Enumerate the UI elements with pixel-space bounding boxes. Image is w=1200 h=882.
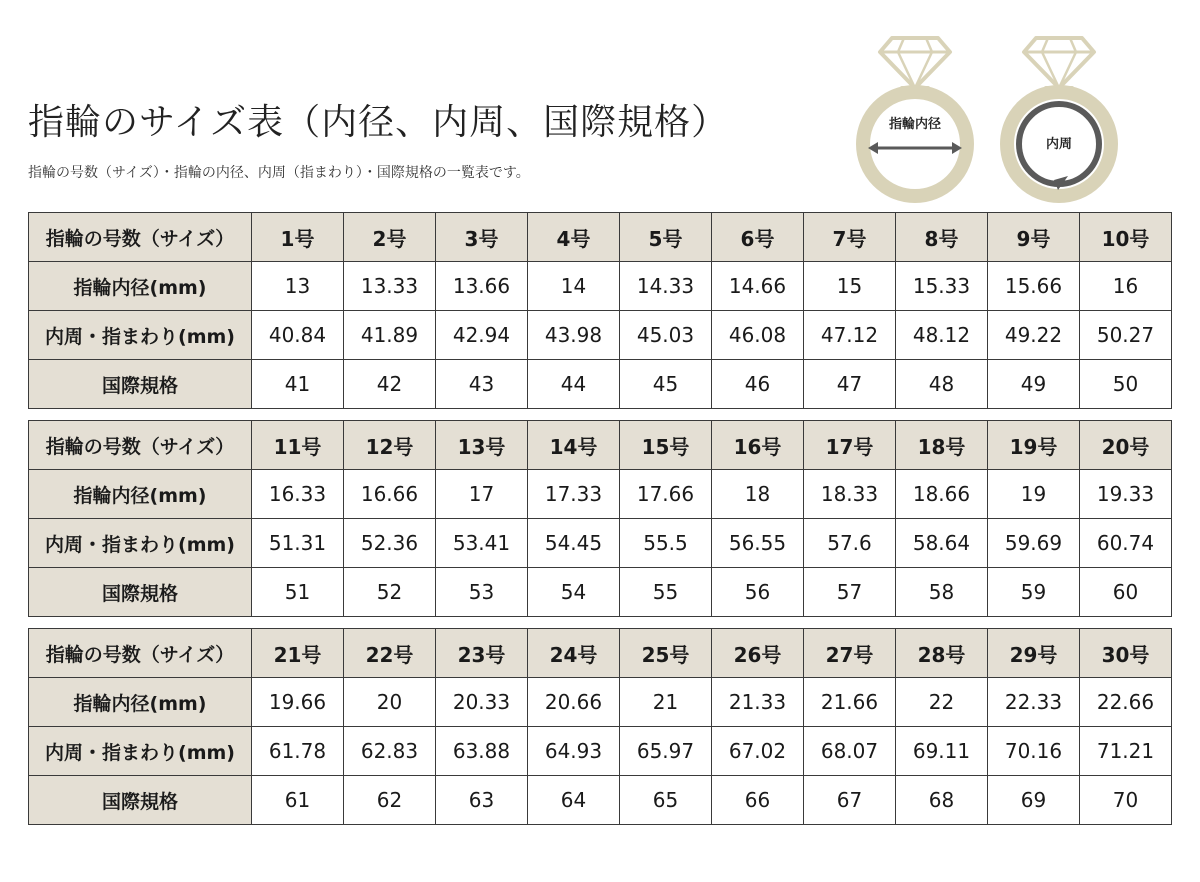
circumference-cell: 50.27 bbox=[1080, 311, 1172, 360]
size-cell: 1号 bbox=[252, 213, 344, 262]
circumference-cell: 61.78 bbox=[252, 727, 344, 776]
size-cell: 19号 bbox=[988, 421, 1080, 470]
diameter-row bbox=[29, 262, 1172, 311]
international-cell: 60 bbox=[1080, 568, 1172, 617]
international-row bbox=[29, 568, 1172, 617]
circumference-cell: 54.45 bbox=[528, 519, 620, 568]
size-cell: 15号 bbox=[620, 421, 712, 470]
diameter-cell: 18 bbox=[712, 470, 804, 519]
international-cell: 41 bbox=[252, 360, 344, 409]
international-cell: 44 bbox=[528, 360, 620, 409]
ring-inner-diameter-diagram bbox=[852, 30, 978, 206]
diameter-cell: 15.33 bbox=[896, 262, 988, 311]
size-cell: 4号 bbox=[528, 213, 620, 262]
diameter-cell: 21.33 bbox=[712, 678, 804, 727]
size-cell: 7号 bbox=[804, 213, 896, 262]
international-cell: 59 bbox=[988, 568, 1080, 617]
row-label-international: 国際規格 bbox=[29, 360, 252, 409]
size-cell: 3号 bbox=[436, 213, 528, 262]
row-label-size: 指輪の号数（サイズ） bbox=[29, 213, 252, 262]
international-cell: 70 bbox=[1080, 776, 1172, 825]
diameter-cell: 14.33 bbox=[620, 262, 712, 311]
size-cell: 29号 bbox=[988, 629, 1080, 678]
circumference-cell: 47.12 bbox=[804, 311, 896, 360]
diameter-row bbox=[29, 470, 1172, 519]
international-cell: 53 bbox=[436, 568, 528, 617]
size-row bbox=[29, 421, 1172, 470]
row-label-size: 指輪の号数（サイズ） bbox=[29, 421, 252, 470]
international-cell: 49 bbox=[988, 360, 1080, 409]
size-cell: 16号 bbox=[712, 421, 804, 470]
diameter-cell: 16.33 bbox=[252, 470, 344, 519]
international-row bbox=[29, 360, 1172, 409]
international-cell: 45 bbox=[620, 360, 712, 409]
international-cell: 47 bbox=[804, 360, 896, 409]
size-cell: 24号 bbox=[528, 629, 620, 678]
circumference-cell: 62.83 bbox=[344, 727, 436, 776]
circumference-cell: 63.88 bbox=[436, 727, 528, 776]
row-label-circumference: 内周・指まわり(mm) bbox=[29, 519, 252, 568]
size-cell: 23号 bbox=[436, 629, 528, 678]
circumference-cell: 70.16 bbox=[988, 727, 1080, 776]
diameter-cell: 21.66 bbox=[804, 678, 896, 727]
international-cell: 42 bbox=[344, 360, 436, 409]
size-cell: 17号 bbox=[804, 421, 896, 470]
size-cell: 27号 bbox=[804, 629, 896, 678]
diameter-cell: 17.33 bbox=[528, 470, 620, 519]
size-cell: 22号 bbox=[344, 629, 436, 678]
international-cell: 51 bbox=[252, 568, 344, 617]
diameter-row bbox=[29, 678, 1172, 727]
size-row bbox=[29, 213, 1172, 262]
international-row bbox=[29, 776, 1172, 825]
circumference-cell: 45.03 bbox=[620, 311, 712, 360]
diameter-cell: 18.66 bbox=[896, 470, 988, 519]
diameter-cell: 14.66 bbox=[712, 262, 804, 311]
circumference-cell: 68.07 bbox=[804, 727, 896, 776]
diameter-cell: 19.66 bbox=[252, 678, 344, 727]
diameter-cell: 20.33 bbox=[436, 678, 528, 727]
size-cell: 2号 bbox=[344, 213, 436, 262]
diameter-cell: 21 bbox=[620, 678, 712, 727]
row-label-international: 国際規格 bbox=[29, 568, 252, 617]
size-cell: 25号 bbox=[620, 629, 712, 678]
circumference-cell: 53.41 bbox=[436, 519, 528, 568]
circumference-cell: 69.11 bbox=[896, 727, 988, 776]
international-cell: 52 bbox=[344, 568, 436, 617]
row-label-diameter: 指輪内径(mm) bbox=[29, 470, 252, 519]
size-cell: 18号 bbox=[896, 421, 988, 470]
inner-circumference-label: 内周 bbox=[1045, 137, 1073, 152]
circumference-cell: 42.94 bbox=[436, 311, 528, 360]
row-label-diameter: 指輪内径(mm) bbox=[29, 262, 252, 311]
diameter-cell: 16 bbox=[1080, 262, 1172, 311]
page-subtitle: 指輪の号数（サイズ）・指輪の内径、内周（指まわり）・国際規格の一覧表です。 bbox=[28, 165, 530, 181]
diameter-cell: 20.66 bbox=[528, 678, 620, 727]
size-cell: 5号 bbox=[620, 213, 712, 262]
diameter-cell: 16.66 bbox=[344, 470, 436, 519]
page-title: 指輪のサイズ表（内径、内周、国際規格） bbox=[28, 102, 729, 143]
row-label-circumference: 内周・指まわり(mm) bbox=[29, 311, 252, 360]
circumference-cell: 57.6 bbox=[804, 519, 896, 568]
ring-band bbox=[863, 92, 967, 196]
diameter-cell: 13 bbox=[252, 262, 344, 311]
diameter-cell: 20 bbox=[344, 678, 436, 727]
diameter-cell: 17 bbox=[436, 470, 528, 519]
size-row bbox=[29, 629, 1172, 678]
size-table-1-10 bbox=[28, 212, 1172, 409]
diameter-cell: 19 bbox=[988, 470, 1080, 519]
international-cell: 58 bbox=[896, 568, 988, 617]
size-table-21-30 bbox=[28, 628, 1172, 825]
diameter-cell: 15.66 bbox=[988, 262, 1080, 311]
size-cell: 28号 bbox=[896, 629, 988, 678]
circumference-row bbox=[29, 311, 1172, 360]
diameter-cell: 22.66 bbox=[1080, 678, 1172, 727]
size-cell: 12号 bbox=[344, 421, 436, 470]
circumference-cell: 52.36 bbox=[344, 519, 436, 568]
diameter-cell: 19.33 bbox=[1080, 470, 1172, 519]
circumference-cell: 46.08 bbox=[712, 311, 804, 360]
diameter-cell: 17.66 bbox=[620, 470, 712, 519]
circumference-cell: 67.02 bbox=[712, 727, 804, 776]
international-cell: 43 bbox=[436, 360, 528, 409]
size-cell: 9号 bbox=[988, 213, 1080, 262]
row-label-circumference: 内周・指まわり(mm) bbox=[29, 727, 252, 776]
diameter-cell: 15 bbox=[804, 262, 896, 311]
circumference-cell: 60.74 bbox=[1080, 519, 1172, 568]
circumference-cell: 48.12 bbox=[896, 311, 988, 360]
size-cell: 26号 bbox=[712, 629, 804, 678]
international-cell: 57 bbox=[804, 568, 896, 617]
international-cell: 66 bbox=[712, 776, 804, 825]
circumference-cell: 40.84 bbox=[252, 311, 344, 360]
international-cell: 50 bbox=[1080, 360, 1172, 409]
circumference-cell: 43.98 bbox=[528, 311, 620, 360]
international-cell: 54 bbox=[528, 568, 620, 617]
international-cell: 64 bbox=[528, 776, 620, 825]
circumference-cell: 65.97 bbox=[620, 727, 712, 776]
circumference-cell: 51.31 bbox=[252, 519, 344, 568]
international-cell: 56 bbox=[712, 568, 804, 617]
international-cell: 62 bbox=[344, 776, 436, 825]
row-label-international: 国際規格 bbox=[29, 776, 252, 825]
diameter-cell: 13.66 bbox=[436, 262, 528, 311]
international-cell: 67 bbox=[804, 776, 896, 825]
diameter-cell: 18.33 bbox=[804, 470, 896, 519]
size-table-11-20 bbox=[28, 420, 1172, 617]
circumference-row bbox=[29, 727, 1172, 776]
international-cell: 63 bbox=[436, 776, 528, 825]
international-cell: 48 bbox=[896, 360, 988, 409]
circumference-cell: 71.21 bbox=[1080, 727, 1172, 776]
international-cell: 55 bbox=[620, 568, 712, 617]
size-cell: 20号 bbox=[1080, 421, 1172, 470]
international-cell: 68 bbox=[896, 776, 988, 825]
diameter-cell: 14 bbox=[528, 262, 620, 311]
circumference-cell: 56.55 bbox=[712, 519, 804, 568]
size-cell: 10号 bbox=[1080, 213, 1172, 262]
size-cell: 6号 bbox=[712, 213, 804, 262]
international-cell: 69 bbox=[988, 776, 1080, 825]
size-cell: 13号 bbox=[436, 421, 528, 470]
circumference-cell: 58.64 bbox=[896, 519, 988, 568]
row-label-diameter: 指輪内径(mm) bbox=[29, 678, 252, 727]
international-cell: 65 bbox=[620, 776, 712, 825]
circumference-cell: 59.69 bbox=[988, 519, 1080, 568]
size-cell: 14号 bbox=[528, 421, 620, 470]
diameter-cell: 13.33 bbox=[344, 262, 436, 311]
circumference-cell: 41.89 bbox=[344, 311, 436, 360]
circumference-row bbox=[29, 519, 1172, 568]
international-cell: 46 bbox=[712, 360, 804, 409]
international-cell: 61 bbox=[252, 776, 344, 825]
circumference-cell: 64.93 bbox=[528, 727, 620, 776]
ring-inner-circumference-diagram bbox=[996, 30, 1122, 206]
row-label-size: 指輪の号数（サイズ） bbox=[29, 629, 252, 678]
inner-diameter-label: 指輪内径 bbox=[888, 117, 942, 132]
circumference-cell: 49.22 bbox=[988, 311, 1080, 360]
diameter-cell: 22 bbox=[896, 678, 988, 727]
size-cell: 11号 bbox=[252, 421, 344, 470]
size-cell: 30号 bbox=[1080, 629, 1172, 678]
diameter-cell: 22.33 bbox=[988, 678, 1080, 727]
size-cell: 21号 bbox=[252, 629, 344, 678]
size-cell: 8号 bbox=[896, 213, 988, 262]
circumference-cell: 55.5 bbox=[620, 519, 712, 568]
